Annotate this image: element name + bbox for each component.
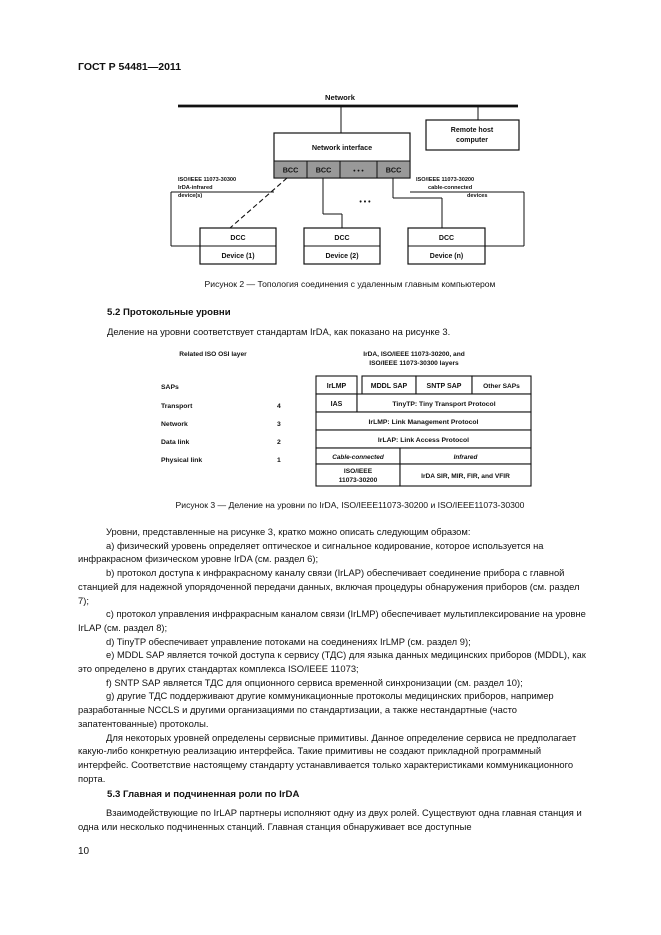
iso-cell-line1: ISO/IEEE: [343, 468, 373, 475]
right-device-label-1: ISO/IEEE 11073-30200: [416, 177, 475, 183]
device-1: [200, 228, 276, 264]
device-2: [304, 228, 380, 264]
bcc-label: BCC: [282, 165, 299, 175]
item-g: g) другие ТДС поддерживают другие коммуникационные протоколы медицинских приборов, например разработанные NCCLS и другими организациями по стандартизации, а также нестандартные (часто запатентованные) протоколы.: [78, 690, 554, 729]
mddl-sap-cell: MDDL SAP: [370, 383, 408, 390]
layer-number: 3: [277, 421, 281, 428]
iso-cell-line2: 11073-30200: [338, 477, 378, 484]
sntp-sap-cell: SNTP SAP: [426, 383, 462, 390]
item-f: f) SNTP SAP является ТДС для опционного сервиса временной синхронизации (см. раздел 10);: [106, 676, 523, 688]
network-label: Network: [325, 93, 355, 102]
section-5-2-title: 5.2 Протокольные уровни: [107, 307, 231, 318]
bcc-label: BCC: [385, 165, 402, 175]
remote-host-label-2: computer: [456, 137, 488, 144]
dcc-label: DCC: [438, 235, 455, 242]
bcc-label: BCC: [315, 165, 332, 175]
layer-name: Physical link: [161, 457, 203, 464]
irda-phys-cell: IrDA SIR, MIR, FIR, and VFIR: [421, 473, 510, 480]
page-number: 10: [78, 846, 90, 857]
right-device-label-3: devices: [467, 193, 488, 199]
item-a: а) физический уровень определяет оптическое и сигнальное кодирование, которое используется на инфракрасном физическом уровне IrDA (см. раздел 6);: [78, 539, 544, 565]
irda-header-2: ISO/IEEE 11073-30300 layers: [369, 360, 459, 367]
layers-diagram: [155, 346, 535, 490]
remote-host-label: Remote host: [450, 127, 494, 134]
cable-connected-cell: Cable-connected: [332, 454, 384, 461]
irlap-protocol-cell: IrLAP: Link Access Protocol: [377, 437, 470, 444]
ellipsis-dots: • • •: [359, 199, 371, 206]
section-5-2-intro: Деление на уровни соответствует стандартам IrDA, как показано на рисунке 3.: [107, 326, 451, 337]
irlmp-cell: IrLMP: [326, 383, 347, 390]
layer-number: 4: [277, 403, 281, 410]
network-interface-label: Network interface: [311, 143, 373, 152]
layer-name: Data link: [161, 439, 190, 446]
services-paragraph: Для некоторых уровней определены сервисные примитивы. Данное определение сервиса не предполагает какую-либо конкретную реализацию интерфейса. Такие примитивы не создают прикладной программный интерфейс. Соответствие настоящему стандарту устанавливается только характеристиками коммуникационного порта.: [78, 731, 577, 784]
bcc-ellipsis: • • •: [353, 167, 364, 175]
layer-name: Network: [161, 421, 188, 428]
dcc-label: DCC: [334, 235, 350, 242]
item-e: е) MDDL SAP является точкой доступа к сервису (ТДС) для языка данных медицинских приборов (MDDL), как это определено в других стандартах комплекса ISO/IEEE 11073;: [78, 649, 586, 675]
remote-host-box: [426, 120, 519, 150]
topology-diagram: [170, 88, 525, 268]
ias-cell: IAS: [330, 401, 343, 408]
item-d: d) TinyTP обеспечивает управление потоками на соединениях IrLMP (см. раздел 9);: [106, 635, 471, 647]
device-n: [408, 228, 485, 264]
levels-description: [78, 525, 586, 785]
device-label: Device (n): [429, 253, 464, 260]
layer-name: Transport: [161, 403, 193, 410]
device-label: Device (1): [221, 253, 255, 260]
levels-intro: Уровни, представленные на рисунке 3, кратко можно описать следующим образом:: [106, 526, 471, 537]
osi-header: Related ISO OSI layer: [179, 351, 247, 358]
irlmp-protocol-cell: IrLMP: Link Management Protocol: [368, 419, 479, 426]
tinytp-cell: TinyTP: Tiny Transport Protocol: [392, 401, 496, 408]
device-label: Device (2): [325, 253, 359, 260]
section-5-3-title: 5.3 Главная и подчиненная роли по IrDA: [107, 789, 300, 800]
bcc-row: [274, 161, 410, 178]
figure2-caption: Рисунок 2 — Топология соединения с удаленным главным компьютером: [204, 279, 496, 289]
left-device-label-1: ISO/IEEE 11073-30300: [178, 177, 237, 183]
irda-header-1: IrDA, ISO/IEEE 11073-30200, and: [363, 351, 465, 358]
left-device-label-3: device(s): [178, 193, 203, 199]
right-device-label-2: cable-connected: [428, 185, 473, 191]
dcc-label: DCC: [230, 235, 246, 242]
infrared-cell: Infrared: [453, 454, 478, 461]
item-b: b) протокол доступа к инфракрасному каналу связи (IrLAP) обеспечивает соединение прибора с главной станцией для надежной упорядоченной передачи данных, включая процедуры обнаружения приборов (см. раздел 7);: [78, 567, 580, 606]
left-device-label-2: IrDA-infrared: [178, 185, 213, 191]
document-header: ГОСТ Р 54481—2011: [78, 61, 182, 73]
item-c: с) протокол управления инфракрасным каналом связи (IrLMP) обеспечивает мультиплексирование на уровне IrLAP (см. раздел 8);: [78, 608, 586, 633]
other-saps-cell: Other SAPs: [483, 383, 520, 390]
infrared-link: [230, 178, 287, 228]
layer-name: SAPs: [161, 384, 179, 391]
figure3-caption: Рисунок 3 — Деление на уровни по IrDA, ISO/IEEE11073-30200 и ISO/IEEE11073-30300: [175, 500, 525, 510]
layer-number: 2: [277, 439, 281, 446]
layer-number: 1: [277, 457, 281, 464]
section-5-3-text: Взаимодействующие по IrLAP партнеры исполняют одну из двух ролей. Существуют одна главная станция и одна или несколько подчиненных станций. Главная станция обнаруживает все доступные: [78, 807, 582, 832]
